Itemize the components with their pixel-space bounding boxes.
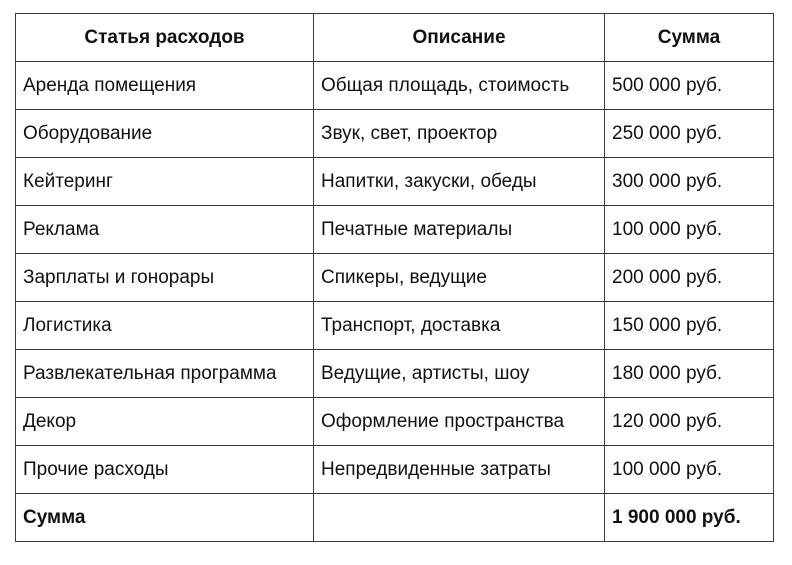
header-expense-item: Статья расходов	[16, 14, 314, 62]
cell-description: Печатные материалы	[314, 206, 605, 254]
table-row	[16, 158, 774, 206]
cell-expense-item: Зарплаты и гонорары	[16, 254, 314, 302]
table-total-row	[16, 494, 774, 542]
cell-description: Общая площадь, стоимость	[314, 62, 605, 110]
cell-expense-item: Оборудование	[16, 110, 314, 158]
table-row	[16, 206, 774, 254]
cell-expense-item: Развлекательная программа	[16, 350, 314, 398]
total-label: Сумма	[16, 494, 314, 542]
cell-amount: 100 000 руб.	[605, 206, 774, 254]
budget-table	[15, 13, 774, 542]
cell-amount: 100 000 руб.	[605, 446, 774, 494]
header-amount: Сумма	[605, 14, 774, 62]
cell-amount: 180 000 руб.	[605, 350, 774, 398]
table-row	[16, 110, 774, 158]
cell-expense-item: Кейтеринг	[16, 158, 314, 206]
cell-description: Непредвиденные затраты	[314, 446, 605, 494]
cell-amount: 120 000 руб.	[605, 398, 774, 446]
table-header-row	[16, 14, 774, 62]
cell-amount: 200 000 руб.	[605, 254, 774, 302]
table-row	[16, 62, 774, 110]
cell-amount: 250 000 руб.	[605, 110, 774, 158]
cell-description: Транспорт, доставка	[314, 302, 605, 350]
cell-expense-item: Прочие расходы	[16, 446, 314, 494]
table-row	[16, 254, 774, 302]
cell-description: Ведущие, артисты, шоу	[314, 350, 605, 398]
cell-expense-item: Декор	[16, 398, 314, 446]
cell-expense-item: Аренда помещения	[16, 62, 314, 110]
cell-amount: 300 000 руб.	[605, 158, 774, 206]
cell-expense-item: Логистика	[16, 302, 314, 350]
cell-expense-item: Реклама	[16, 206, 314, 254]
table-row	[16, 302, 774, 350]
total-description	[314, 494, 605, 542]
table-row	[16, 446, 774, 494]
table-row	[16, 350, 774, 398]
cell-description: Звук, свет, проектор	[314, 110, 605, 158]
budget-table-container	[15, 13, 774, 542]
total-amount: 1 900 000 руб.	[605, 494, 774, 542]
cell-amount: 500 000 руб.	[605, 62, 774, 110]
header-description: Описание	[314, 14, 605, 62]
cell-description: Напитки, закуски, обеды	[314, 158, 605, 206]
cell-description: Спикеры, ведущие	[314, 254, 605, 302]
cell-amount: 150 000 руб.	[605, 302, 774, 350]
table-row	[16, 398, 774, 446]
cell-description: Оформление пространства	[314, 398, 605, 446]
